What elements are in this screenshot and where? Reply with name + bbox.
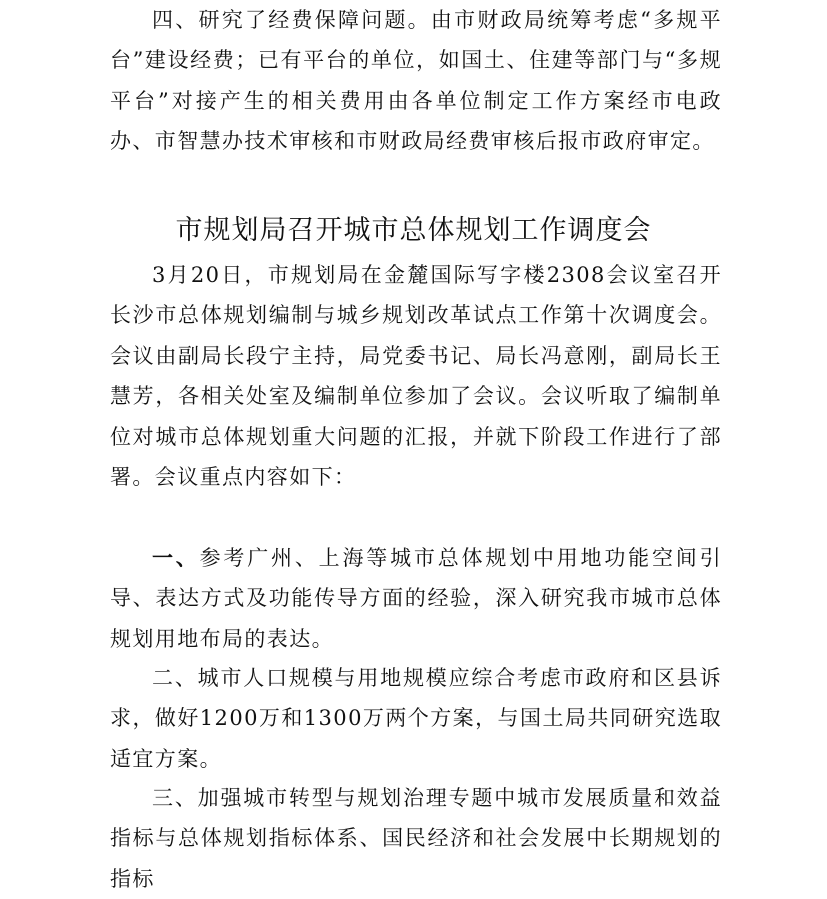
point-1-text: 参考广州、上海等城市总体规划中用地功能空间引导、表达方式及功能传导方面的经验，深入研究我市城市总体规划用地布局的表达。 (110, 546, 722, 651)
point-1-lead: 一、 (152, 545, 200, 570)
previous-article-paragraph-4: 四、研究了经费保障问题。由市财政局统筹考虑“多规平台”建设经费；已有平台的单位，如国土、住建等部门与“多规平台”对接产生的相关费用由各单位制定工作方案经市电政办、市智慧办技术审核和市财政局经费审核后报市政府审定。 (110, 8, 722, 154)
point-1-paragraph (110, 538, 722, 659)
article-title: 市规划局召开城市总体规划工作调度会 (175, 215, 652, 246)
article-intro-paragraph: 3月20日，市规划局在金麓国际写字楼2308会议室召开长沙市总体规划编制与城乡规划改革试点工作第十次调度会。会议由副局长段宁主持，局党委书记、局长冯意刚，副局长王慧芳，各相关处室及编制单位参加了会议。会议听取了编制单位对城市总体规划重大问题的汇报，并就下阶段工作进行了部署。会议重点内容如下： (110, 263, 722, 490)
point-3-paragraph: 三、加强城市转型与规划治理专题中城市发展质量和效益指标与总体规划指标体系、国民经济和社会发展中长期规划的指标 (110, 786, 722, 891)
point-2-paragraph: 二、城市人口规模与用地规模应综合考虑市政府和区县诉求，做好1200万和1300万两个方案，与国土局共同研究选取适宜方案。 (110, 666, 722, 771)
